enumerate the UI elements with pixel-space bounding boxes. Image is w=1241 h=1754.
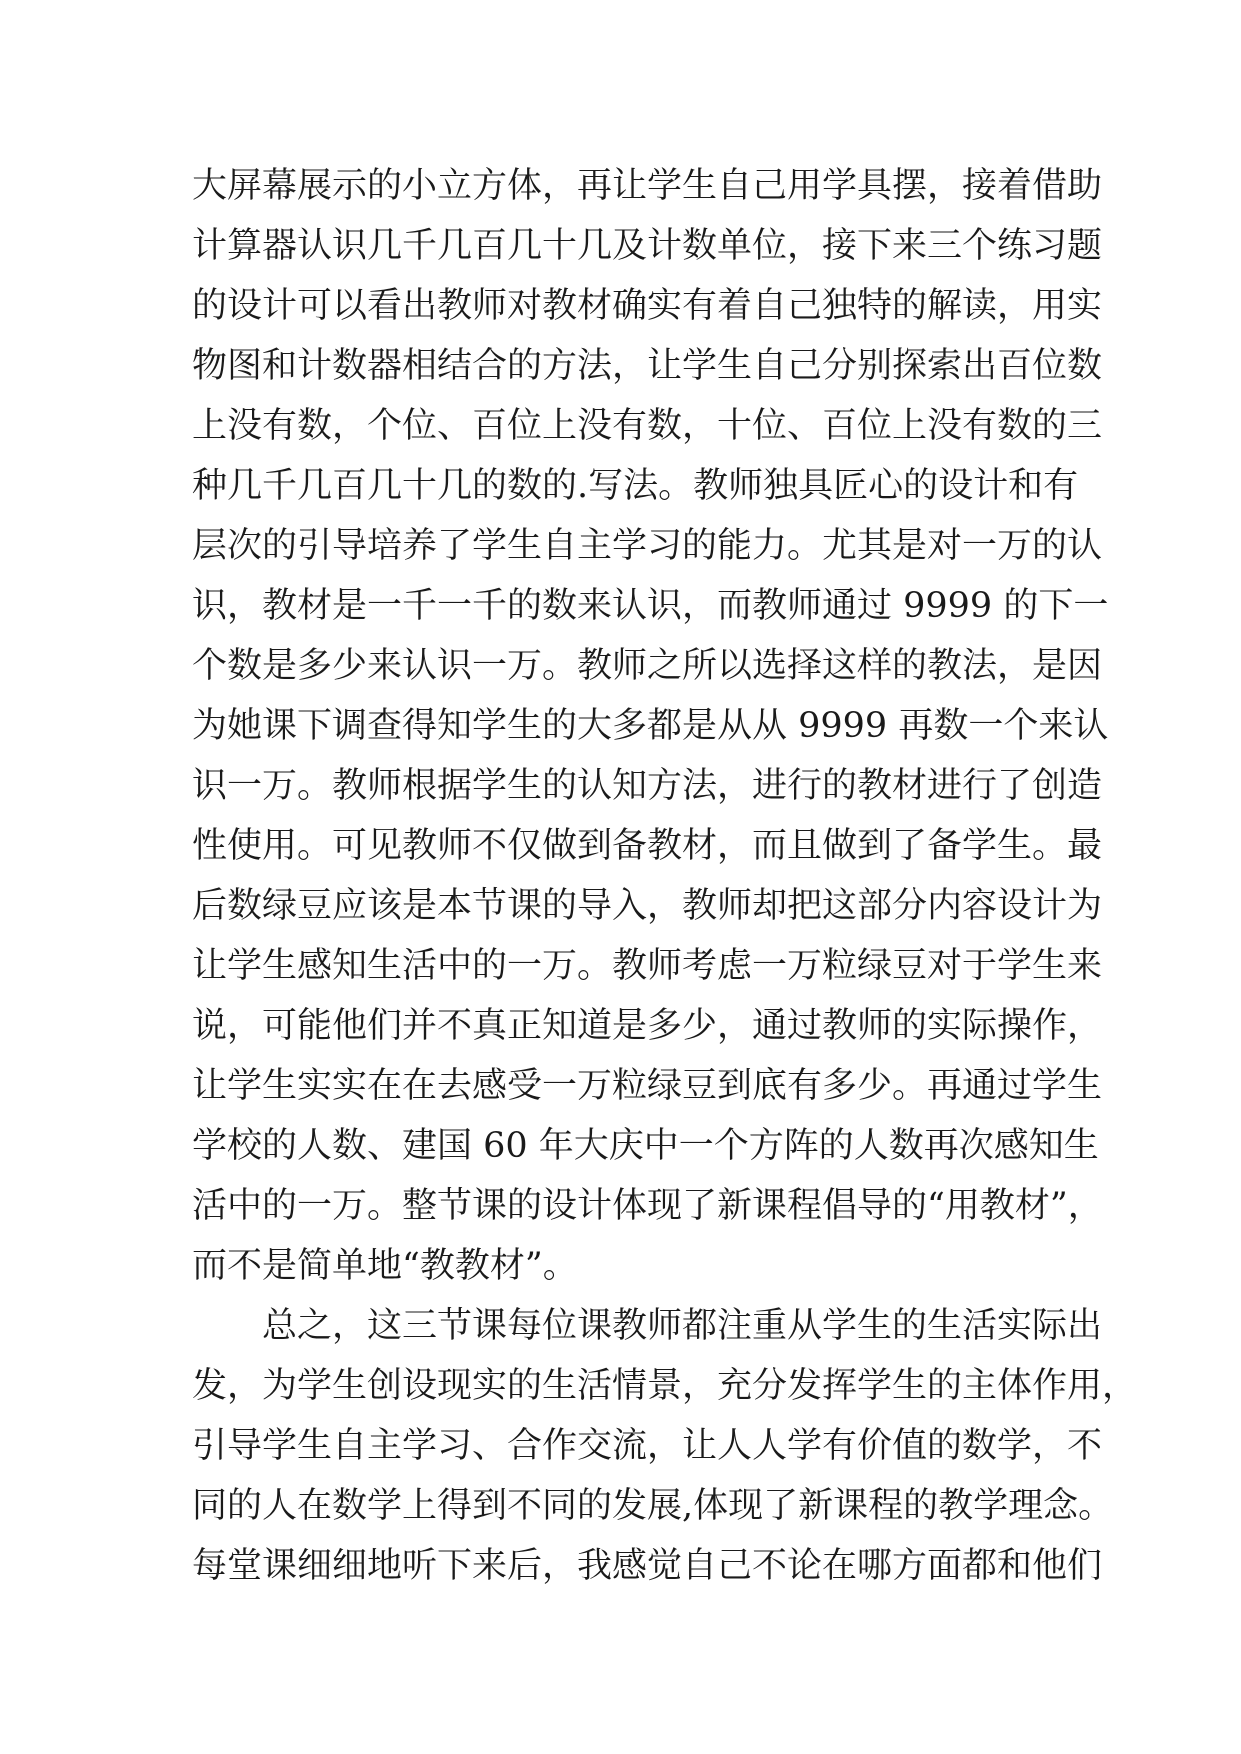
- text-line: 层次的引导培养了学生自主学习的能力。尤其是对一万的认: [192, 526, 1103, 566]
- text-line: 学校的人数、建国 60 年大庆中一个方阵的人数再次感知生: [192, 1126, 1099, 1166]
- text-line: 性使用。可见教师不仅做到备教材，而且做到了备学生。最: [192, 826, 1103, 866]
- text-line: 个数是多少来认识一万。教师之所以选择这样的教法，是因: [192, 646, 1103, 686]
- document-body: [192, 156, 1138, 1596]
- text-line: 活中的一万。整节课的设计体现了新课程倡导的“用教材”，: [192, 1186, 1103, 1226]
- text-line: 发，为学生创设现实的生活情景，充分发挥学生的主体作用，: [192, 1366, 1138, 1406]
- text-line: 计算器认识几千几百几十几及计数单位，接下来三个练习题: [192, 226, 1103, 266]
- text-line: 总之，这三节课每位课教师都注重从学生的生活实际出: [262, 1306, 1103, 1346]
- text-line: 物图和计数器相结合的方法，让学生自己分别探索出百位数: [192, 346, 1103, 386]
- text-line: 让学生实实在在去感受一万粒绿豆到底有多少。再通过学生: [192, 1066, 1103, 1106]
- text-line: 种几千几百几十几的数的.写法。教师独具匠心的设计和有: [192, 466, 1079, 506]
- text-line: 大屏幕展示的小立方体，再让学生自己用学具摆，接着借助: [192, 166, 1103, 206]
- text-line: 识一万。教师根据学生的认知方法，进行的教材进行了创造: [192, 766, 1103, 806]
- text-line: 说，可能他们并不真正知道是多少，通过教师的实际操作，: [192, 1006, 1103, 1046]
- text-line: 后数绿豆应该是本节课的导入，教师却把这部分内容设计为: [192, 886, 1103, 926]
- text-line: 上没有数，个位、百位上没有数，十位、百位上没有数的三: [192, 406, 1103, 446]
- text-line: 同的人在数学上得到不同的发展,体现了新课程的教学理念。: [192, 1486, 1114, 1526]
- text-line: 的设计可以看出教师对教材确实有着自己独特的解读，用实: [192, 286, 1103, 326]
- text-line: 为她课下调查得知学生的大多都是从从 9999 再数一个来认: [192, 706, 1109, 746]
- text-line: 让学生感知生活中的一万。教师考虑一万粒绿豆对于学生来: [192, 946, 1103, 986]
- text-line: 每堂课细细地听下来后，我感觉自己不论在哪方面都和他们: [192, 1546, 1103, 1586]
- text-line: 引导学生自主学习、合作交流，让人人学有价值的数学，不: [192, 1426, 1103, 1466]
- text-line: 识，教材是一千一千的数来认识，而教师通过 9999 的下一: [192, 586, 1109, 626]
- text-line: 而不是简单地“教教材”。: [192, 1246, 578, 1286]
